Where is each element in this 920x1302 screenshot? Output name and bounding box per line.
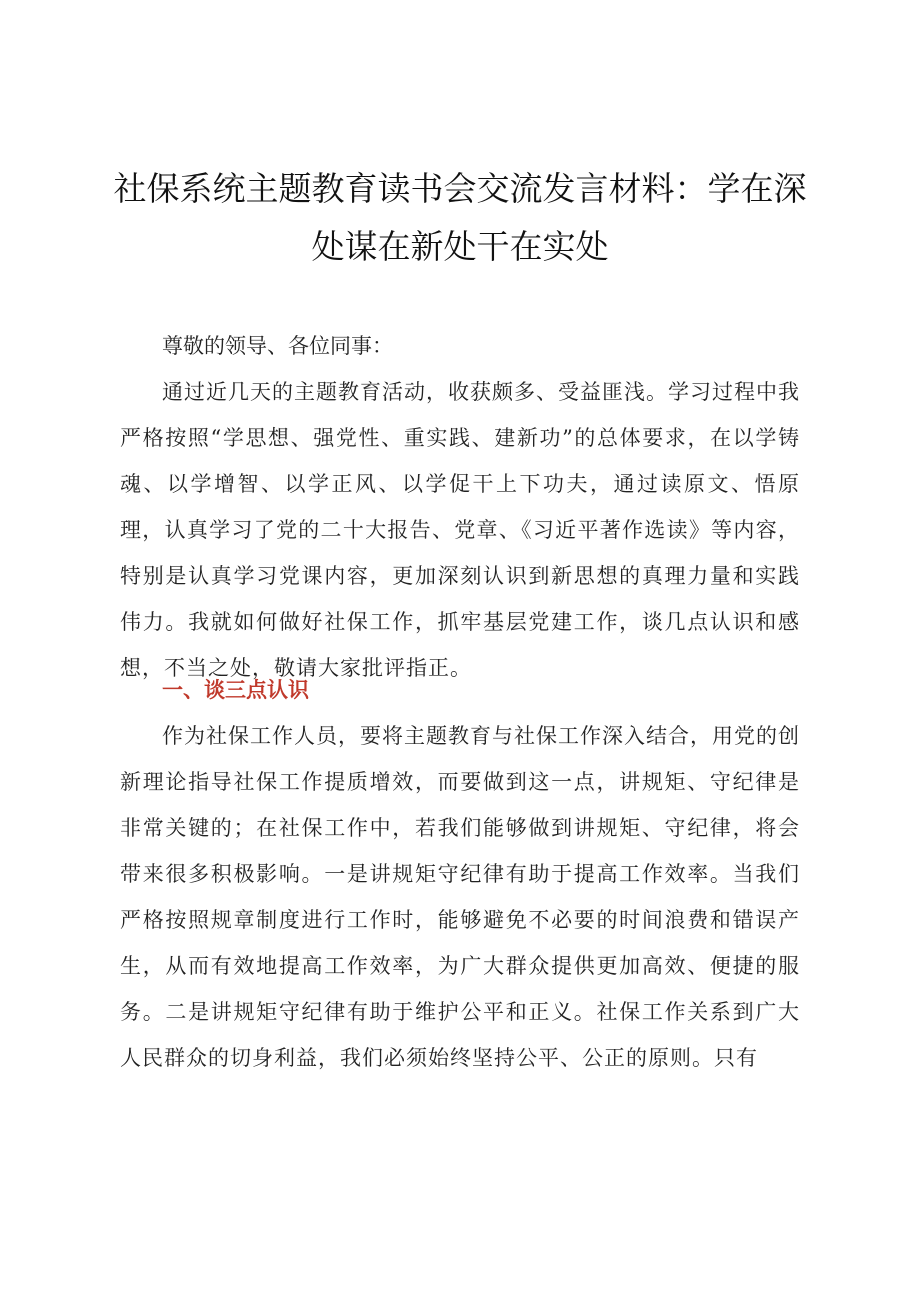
section-paragraph: 作为社保工作人员，要将主题教育与社保工作深入结合，用党的创新理论指导社保工作提质增效，而要做到这一点，讲规矩、守纪律是非常关键的；在社保工作中，若我们能够做到讲规矩、守纪律，将会带来很多积极影响。一是讲规矩守纪律有助于提高工作效率。当我们严格按照规章制度进行工作时，能够避免不必要的时间浪费和错误产生，从而有效地提高工作效率，为广大群众提供更加高效、便捷的服务。二是讲规矩守纪律有助于维护公平和正义。社保工作关系到广大人民群众的切身利益，我们必须始终坚持公平、公正的原则。只有	[120, 724, 800, 1070]
document-title: 社保系统主题教育读书会交流发言材料：学在深处谋在新处干在实处	[113, 169, 807, 266]
intro-paragraph: 通过近几天的主题教育活动，收获颇多、受益匪浅。学习过程中我严格按照“学思想、强党性、重实践、建新功”的总体要求，在以学铸魂、以学增智、以学正风、以学促干上下功夫，通过读原文、悟原理，认真学习了党的二十大报告、党章、《习近平著作选读》等内容，特别是认真学习党课内容，更加深刻认识到新思想的真理力量和实践伟力。我就如何做好社保工作，抓牢基层党建工作，谈几点认识和感想，不当之处，敬请大家批评指正。	[120, 380, 800, 680]
salutation: 尊敬的领导、各位同事：	[162, 334, 393, 358]
section-heading: 一、谈三点认识	[162, 678, 309, 702]
